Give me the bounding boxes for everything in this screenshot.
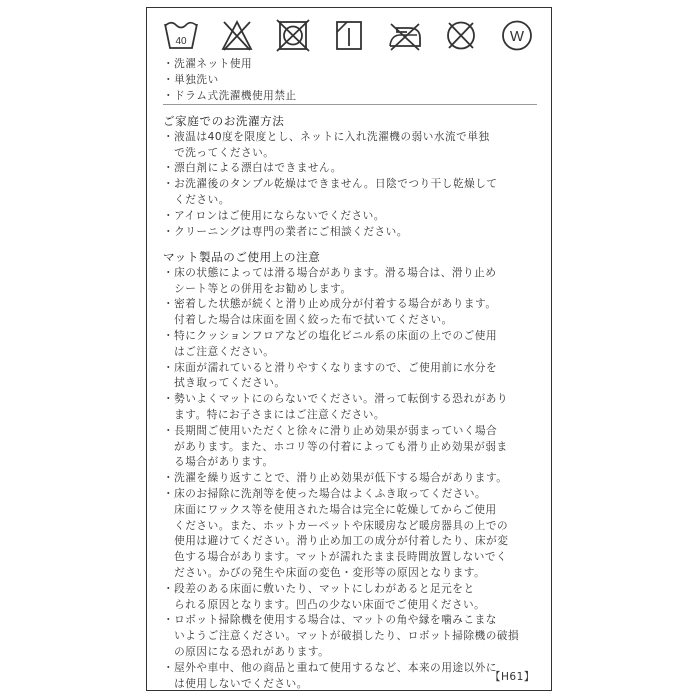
text-line: ださい。かびの発生や床面の変色・変形等の原因となります。 [163, 566, 486, 579]
text-line: ・特にクッションフロアなどの塩化ビニル系の床面の上でのご使用 [163, 329, 498, 342]
divider [163, 104, 537, 105]
care-note: ・単独洗い [163, 73, 219, 86]
mat-cautions-section [163, 250, 519, 692]
text-line: 拭き取ってください。 [163, 377, 286, 390]
text-line: ・床面が濡れていると滑りやすくなりますので、ご使用前に水分を [163, 361, 498, 374]
text-line: ・段差のある床面に敷いたり、マットにしわがあると足元をと [163, 582, 475, 595]
wet-clean-icon [499, 16, 535, 54]
text-line: る場合があります。 [163, 456, 274, 469]
text-line: の原因になる恐れがあります。 [163, 645, 330, 658]
text-line: があります。また、ホコリ等の付着によっても滑り止め効果が弱ま [163, 440, 508, 453]
text-line: ます。特にお子さまにはご注意ください。 [163, 408, 386, 421]
text-line: ・密着した状態が続くと滑り止め成分が付着する場合があります。 [163, 298, 497, 311]
text-line: で洗ってください。 [163, 146, 275, 159]
text-line: ・屋外や車中、他の商品と重ねて使用するなど、本来の用途以外に [163, 661, 498, 674]
wash-40-icon [163, 16, 199, 54]
text-line: 床面にワックス等を使用された場合は完全に乾燥してからご使用 [163, 503, 497, 516]
text-line: ・長期間ご使用いただくと徐々に滑り止め効果が弱まっていく場合 [163, 424, 498, 437]
text-line: はご注意ください。 [163, 345, 275, 358]
no-tumble-dry-icon [275, 16, 311, 54]
text-line: 色する場合があります。マットが濡れたまま長時間放置しないでく [163, 551, 508, 564]
care-label [146, 7, 552, 691]
text-line: シート等との併用をお勧めします。 [163, 282, 352, 295]
svg-text:W: W [509, 28, 525, 45]
text-line: ・洗濯を繰り返すことで、滑り止め効果が低下する場合があります。 [163, 472, 508, 485]
home-washing-section [163, 114, 498, 240]
text-line: ・クリーニングは専門の業者にご相談ください。 [163, 225, 408, 238]
svg-text:40: 40 [175, 36, 187, 47]
text-line: ・ロボット掃除機を使用する場合は、マットの角や縁を噛みこまな [163, 614, 497, 627]
text-line: ・勢いよくマットにのらないでください。滑って転倒する恐れがあり [163, 393, 509, 406]
text-line: ・お洗濯後のタンブル乾燥はできません。日陰でつり干し乾燥して [163, 178, 498, 191]
text-line: ください。また、ホットカーペットや床暖房など暖房器具の上での [163, 519, 509, 532]
text-line: ください。 [163, 193, 230, 206]
no-dry-clean-icon [443, 16, 479, 54]
text-line: ・床のお掃除に洗剤等を使った場合はよくふき取ってください。 [163, 487, 487, 500]
care-note: ・洗濯ネット使用 [163, 58, 253, 70]
text-line: いようご注意ください。マットが破損したり、ロボット掃除機の破損 [163, 630, 520, 643]
line-dry-shade-icon [331, 16, 367, 54]
text-line: は使用しないでください。 [163, 677, 308, 690]
no-iron-icon [387, 16, 423, 54]
text-line: ・液温は40度を限度とし、ネットに入れ洗濯機の弱い水流で単独 [163, 130, 490, 143]
care-note: ・ドラム式洗濯機使用禁止 [163, 89, 297, 102]
text-line: ・漂白剤による漂白はできません。 [163, 162, 342, 175]
text-line: られる原因となります。凹凸の少ない床面でご使用ください。 [163, 598, 486, 611]
section-heading: ご家庭でのお洗濯方法 [163, 114, 285, 128]
no-bleach-icon [219, 16, 255, 54]
care-notes [163, 57, 297, 104]
text-line: ・アイロンはご使用にならないでください。 [163, 209, 385, 222]
section-heading: マット製品のご使用上の注意 [163, 250, 321, 264]
text-line: 使用は避けてください。滑り止め加工の成分が付着したり、床が変 [163, 535, 509, 548]
care-symbols [163, 16, 533, 58]
product-code: 【H61】 [489, 671, 535, 683]
text-line: 付着した場合は床面を固く絞った布で拭いてください。 [163, 314, 453, 327]
text-line: ・床の状態によっては滑る場合があります。滑る場合は、滑り止め [163, 266, 497, 279]
